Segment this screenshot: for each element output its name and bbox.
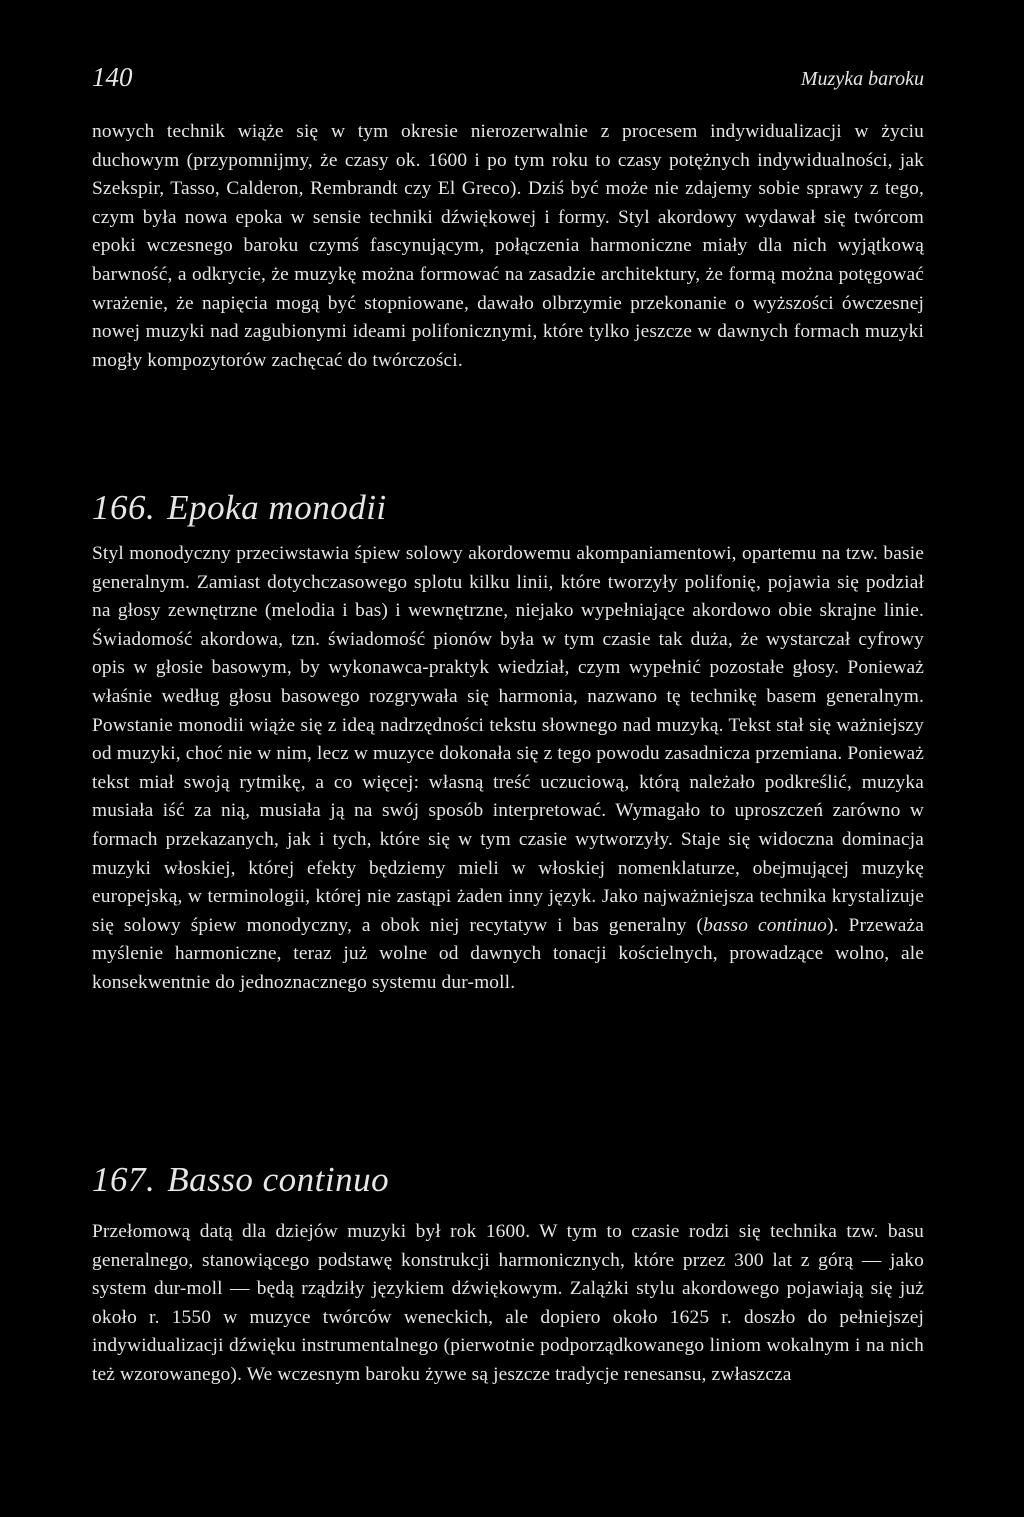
section-167-number: 167. (92, 1160, 156, 1199)
intro-paragraph: nowych technik wiąże się w tym okresie nierozerwalnie z procesem indywidualizacji w życiu duchowym (przypomnijmy, że czasy ok. 1600 i po tym roku to czasy potężnych indywidualności, jak Szekspir, Tasso, Calderon, Rembrandt czy El Greco). Dziś być może nie zdajemy sobie sprawy z tego, czym była nowa epoka w sensie techniki dźwiękowej i formy. Styl akordowy wydawał się twórcom epoki wczesnego baroku czymś fascynującym, połączenia harmoniczne miały dla nich wyjątkową barwność, a odkrycie, że muzykę można formować na zasadzie architektury, że formą można potęgować wrażenie, że napięcia mogą być stopniowane, dawało olbrzymie przekonanie o wyższości ówczesnej nowej muzyki nad zagubionymi ideami polifonicznymi, które tylko jeszcze w dawnych formach muzyki mogły kompozytorów zachęcać do twórczości. (92, 121, 924, 371)
section-166-text-before: Styl monodyczny przeciwstawia śpiew solowy akordowemu akompaniamentowi, opartemu na tzw. basie generalnym. Zamiast dotychczasowego splotu kilku linii, które tworzyły polifonię, pojawia się podział na głosy zewnętrzne (melodia i bas) i wewnętrzne, niejako wypełniające akordowo obie skrajne linie. Świadomość akordowa, tzn. świadomość pionów była w tym czasie tak duża, że wystarczał cyfrowy opis w głosie basowym, by wykonawca-praktyk wiedział, czym wypełnić pozostałe głosy. Ponieważ właśnie według głosu basowego rozgrywała się harmonia, nazwano tę technikę basem generalnym. Powstanie monodii wiąże się z ideą nadrzędności tekstu słownego nad muzyką. Tekst stał się ważniejszy od muzyki, choć nie w nim, lecz w muzyce dokonała się z tego powodu zasadnicza przemiana. Ponieważ tekst miał swoją rytmikę, a co więcej: własną treść uczuciową, którą należało podkreślić, muzyka musiała iść za nią, musiała ją na swój sposób interpretować. Wymagało to uproszczeń zarówno w formach przekazanych, jak i tych, które się w tym czasie wytworzyły. Staje się widoczna dominacja muzyki włoskiej, której efekty będziemy mieli w włoskiej nomenklaturze, obejmującej muzykę europejską, w terminologii, której nie zastąpi żaden inny język. Jako najważniejsza technika krystalizuje się solowy śpiew monodyczny, a obok niej recytatyw i bas generalny ( (92, 543, 924, 936)
running-head (92, 62, 924, 96)
section-166-text-after: ). Przeważa myślenie harmoniczne, teraz już wolne od dawnych tonacji kościelnych, prowadzące wolno, ale konsekwentnie do jednoznacznego systemu dur-moll. (92, 914, 925, 993)
page-number: 140 (92, 62, 133, 92)
section-166-italic-term: basso continuo (703, 914, 828, 936)
section-167-paragraph: Przełomową datą dla dziejów muzyki był rok 1600. W tym to czasie rodzi się technika tzw. basu generalnego, stanowiącego podstawę konstrukcji harmonicznych, które przez 300 lat z górą — jako system dur-moll — będą rządziły językiem dźwiękowym. Zalążki stylu akordowego pojawiają się już około r. 1550 w muzyce twórców weneckich, ale dopiero około 1625 r. doszło do pełniejszej indywidualizacji dźwięku instrumentalnego (pierwotnie podporządkowanego liniom wokalnym i na nich też wzorowanego). We wczesnym baroku żywe są jeszcze tradycje renesansu, zwłaszcza (92, 1221, 924, 1385)
section-167-heading (92, 1160, 924, 1200)
section-167-title: Basso continuo (167, 1160, 390, 1199)
section-166-paragraph (92, 540, 924, 998)
section-166-heading (92, 488, 924, 528)
running-title: Muzyka baroku (800, 68, 924, 90)
section-166-title: Epoka monodii (167, 488, 387, 527)
section-166-number: 166. (92, 488, 156, 527)
